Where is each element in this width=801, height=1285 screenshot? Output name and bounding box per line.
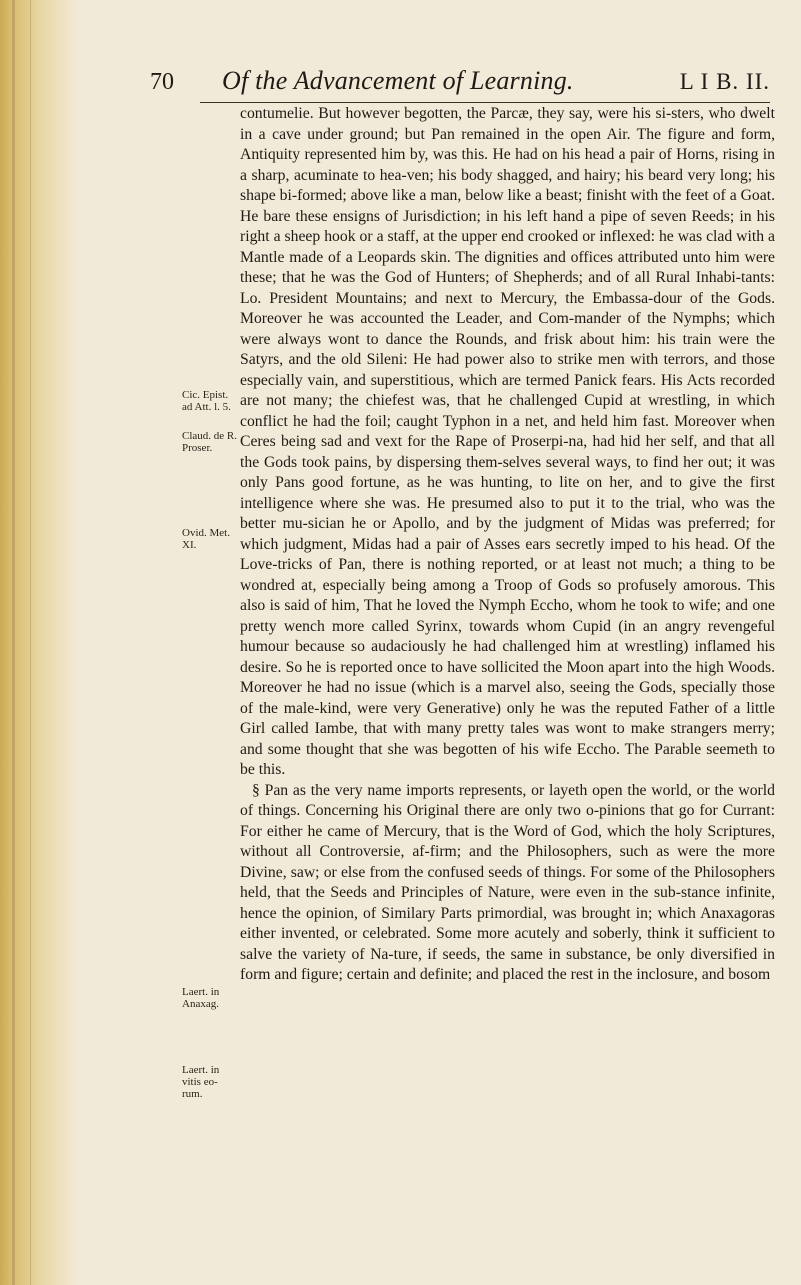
paragraph-parable: contumelie. But however begotten, the Parcæ, they say, were his si-sters, who dwelt in a cave under ground; but Pan remained in the open Air. The figure and form, Antiquity represented him by, was this. He had on his head a pair of Horns, rising in a sharp, acuminate to hea-ven; his body shagged, and hairy; his beard very long; his shape bi-formed; above like a man, below like a beast; finisht with the feet of a Goat. He bare these ensigns of Jurisdiction; in his left hand a pipe of seven Reeds; in his right a sheep hook or a staff, at the upper end crooked or inflexed: he was clad with a Mantle made of a Leopards skin. The dignities and offices attributed unto him were these; that he was the God of Hunters; of Shepherds; and of all Rural Inhabi-tants: Lo. President Mountains; and next to Mercury, the Embassa-dour of the Gods. Moreover he was accounted the Leader, and Com-mander of the Nymphs; which were always wont to dance the Rounds, and frisk about him: his train were the Satyrs, and the old Sileni: He had power also to strike men with terrors, and those especially vain, and superstitious, which are termed Panick fears. His Acts recorded are not many; the chiefest was, that he challenged Cupid at wrestling, in which conflict he had the foil; caught Typhon in a net, and held him fast. Moreover when Ceres being sad and vext for the Rape of Proserpi-na, had hid her self, and that all the Gods took pains, by dispersing them-selves several ways, to find her out; it was only Pans good fortune, as he was hunting, to lite on her, and to give the first intelligence where she was. He presumed also to put it to the trial, who was the better mu-sician he or Apollo, and by the judgment of Midas was preferred; for which judgment, Midas had a pair of Asses ears secretly imped to his head. Of the Love-tricks of Pan, there is nothing reported, or at least not much; a thing to be wondred at, especially being among a Troop of Gods so profusely amorous. This also is said of him, That he loved the Nymph Eccho, whom he took to wife; and one pretty wench more called Syrinx, towards whom Cupid (in an angry revengeful humour because so audaciously he had challenged him at wrestling) inflamed his desire. So he is reported once to have sollicited the Moon apart into the high Woods. Moreover he had no issue (which is a marvel also, seeing the Gods, specially those of the male-kind, were very Generative) only he was the reputed Father of a little Girl called Iambe, that with many pretty tales was wont to make strangers merry; and some thought that she was begotten of his wife Eccho. The Parable seemeth to be this.: [240, 105, 775, 778]
margin-note-laert-anaxag: Laert. in Anaxag.: [182, 986, 220, 1010]
book-label: L I B. II.: [679, 69, 770, 94]
margin-note-claud: Claud. de R. Proser.: [182, 430, 237, 454]
body-text: [240, 104, 775, 986]
margin-note-ovid: Ovid. Met. XI.: [182, 527, 230, 551]
running-title: Of the Advancement of Learning.: [222, 66, 574, 95]
binding-edge: [12, 0, 15, 1285]
margin-note-laert-vitis: Laert. in vitis eo-rum.: [182, 1064, 220, 1100]
page-header: [150, 66, 770, 102]
page-number: 70: [150, 69, 174, 95]
margin-note-cic: Cic. Epist. ad Att. l. 5.: [182, 389, 231, 413]
header-rule: [200, 102, 770, 103]
paragraph-interpretation: § Pan as the very name imports represents, or layeth open the world, or the world of things. Concerning his Original there are only two o-pinions that go for Currant: For either he came of Mercury, that is the Word of God, which the holy Scriptures, without all Controversie, af-firm; and the Philosophers, such as were the more Divine, saw; or else from the confused seeds of things. For some of the Philosophers held, that the Seeds and Principles of Nature, were even in the sub-stance infinite, hence the opinion, of Similary Parts primordial, was brought in; which Anaxagoras either invented, or celebrated. Some more acutely and soberly, think it sufficient to salve the variety of Na-ture, if seeds, the same in substance, be only diversified in form and figure; certain and definite; and placed the rest in the inclosure, and bosom: [240, 781, 775, 983]
binding-line: [30, 0, 31, 1285]
